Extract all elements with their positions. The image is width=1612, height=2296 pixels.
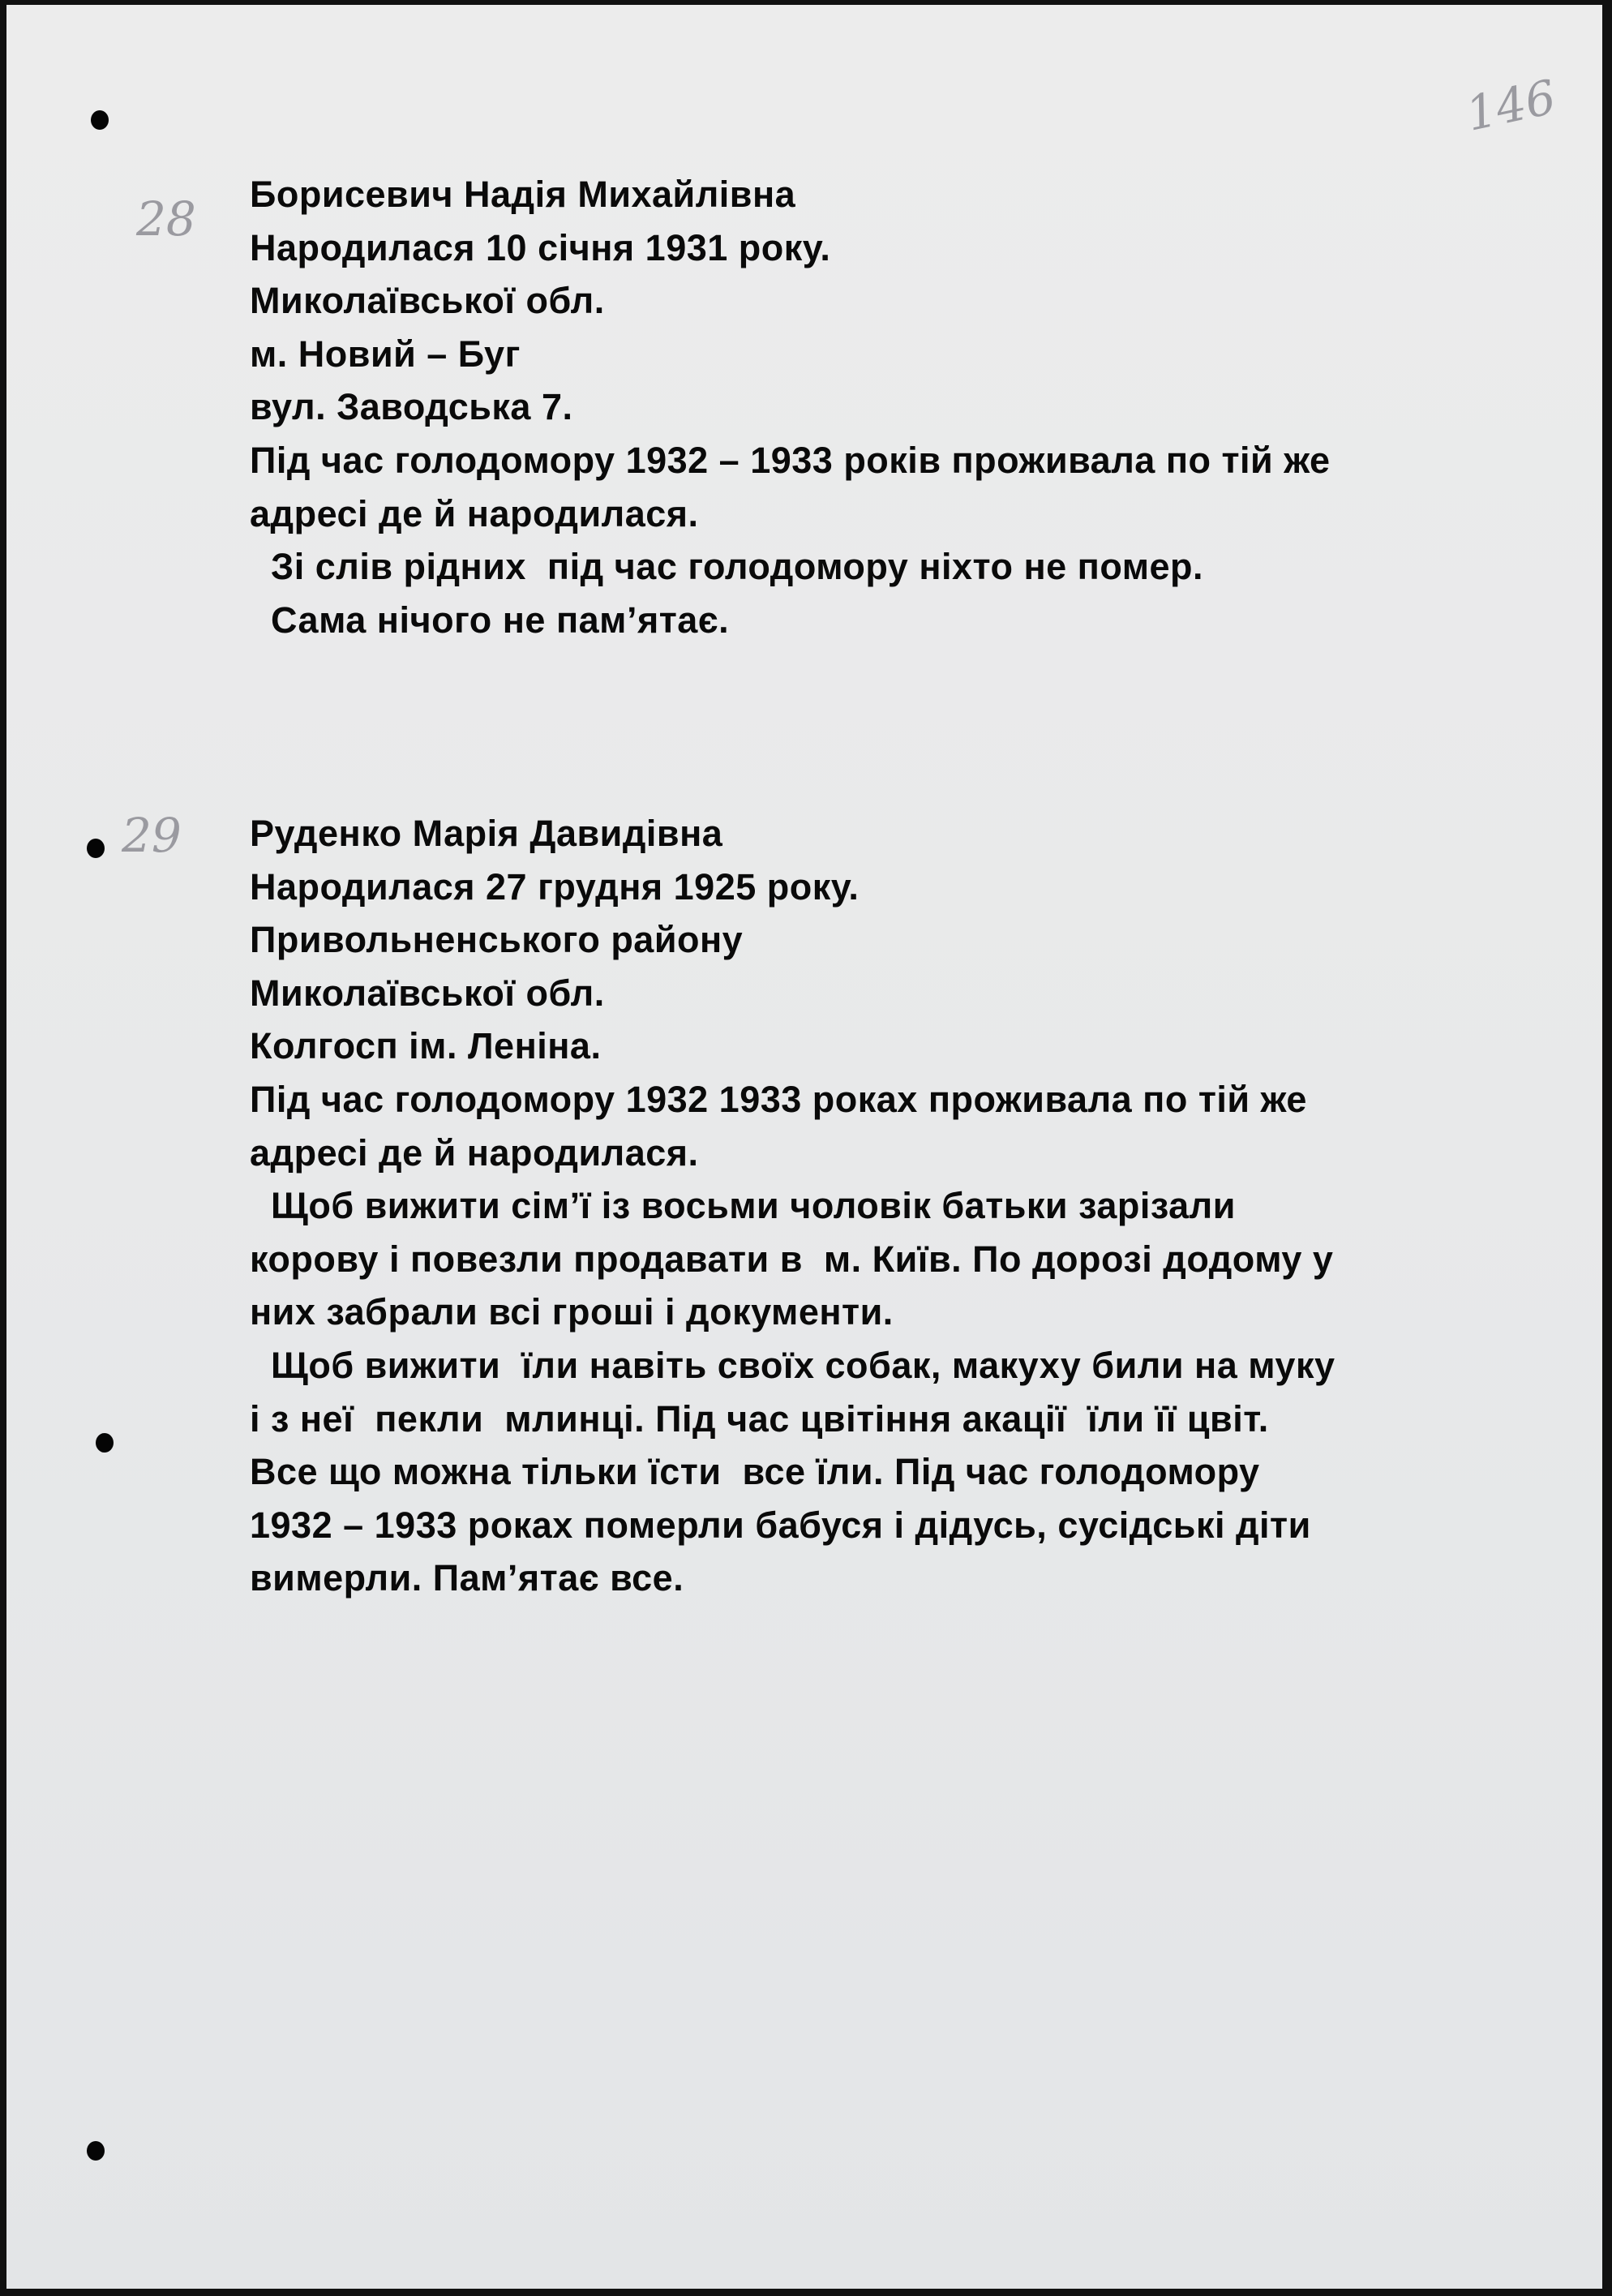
- entry-name: Руденко Марія Давидівна: [250, 813, 723, 854]
- entry-line: 1932 – 1933 роках померли бабуся і дідусь, сусідські діти: [250, 1504, 1311, 1546]
- entry-line: вимерли. Пам’ятає все.: [250, 1557, 684, 1599]
- entry-rudenko: [250, 807, 1335, 1605]
- entry-line: Щоб вижити їли навіть своїх собак, макуху били на муку: [250, 1344, 1335, 1386]
- entry-line: адресі де й народилася.: [250, 492, 699, 534]
- entry-line: Народилася 10 січня 1931 року.: [250, 226, 831, 268]
- entry-line: Під час голодомору 1932 1933 роках проживала по тій же: [250, 1078, 1307, 1120]
- entry-line: Миколаївської обл.: [250, 280, 605, 322]
- handwritten-page-number: 146: [1461, 69, 1561, 142]
- entry-line: Миколаївської обл.: [250, 972, 605, 1014]
- entry-line: Народилася 27 грудня 1925 року.: [250, 865, 860, 908]
- entry-line: адресі де й народилася.: [250, 1131, 699, 1174]
- entry-borysevych: [250, 168, 1331, 646]
- entry-line: Під час голодомору 1932 – 1933 років проживала по тій же: [250, 439, 1331, 481]
- entry-line: Щоб вижити сім’ї із восьми чоловік батьки зарізали: [250, 1185, 1236, 1227]
- entry-line: Сама нічого не пам’ятає.: [250, 599, 730, 641]
- entry-line: вул. Заводська 7.: [250, 386, 573, 428]
- entry-line: м. Новий – Буг: [250, 333, 521, 375]
- entry-line: Зі слів рідних під час голодомору ніхто не помер.: [250, 546, 1204, 588]
- handwritten-entry-number: 29: [122, 808, 182, 863]
- entry-line: Колгосп ім. Леніна.: [250, 1025, 602, 1067]
- punch-hole: [91, 110, 109, 130]
- punch-hole: [87, 2141, 105, 2161]
- entry-line: Все що можна тільки їсти все їли. Під час голодомору: [250, 1451, 1260, 1493]
- entry-line: Привольненського району: [250, 919, 744, 961]
- punch-hole: [87, 839, 105, 858]
- entry-line: них забрали всі гроші і документи.: [250, 1291, 894, 1333]
- document-page: [6, 5, 1602, 2289]
- handwritten-entry-number: 28: [136, 191, 196, 247]
- entry-line: корову і повезли продавати в м. Київ. По дорозі додому у: [250, 1238, 1334, 1280]
- entry-line: і з неї пекли млинці. Під час цвітіння акації їли її цвіт.: [250, 1397, 1269, 1440]
- entry-name: Борисевич Надія Михайлівна: [250, 174, 796, 215]
- punch-hole: [96, 1433, 114, 1453]
